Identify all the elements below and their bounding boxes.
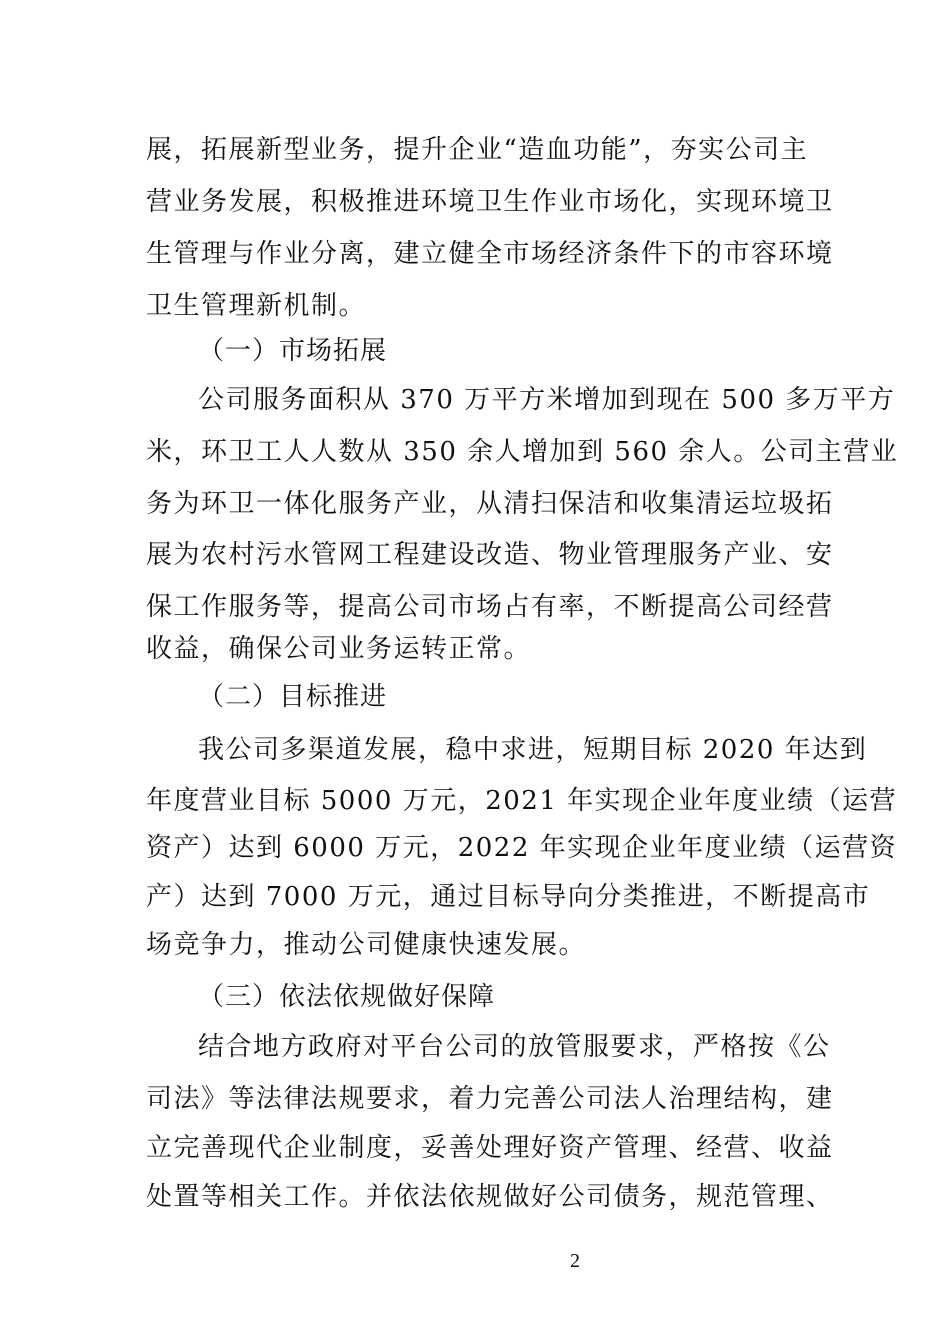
paragraph-first-line: 公司服务面积从 370 万平方米增加到现在 500 多万平方 — [198, 385, 896, 415]
body-text-line: 生管理与作业分离，建立健全市场经济条件下的市容环境 — [146, 239, 834, 269]
body-text-line: 保工作服务等，提高公司市场占有率，不断提高公司经营 — [146, 592, 834, 622]
body-text-line: 展为农村污水管网工程建设改造、物业管理服务产业、安 — [146, 540, 834, 570]
body-text-line: 米，环卫工人人数从 350 余人增加到 560 余人。公司主营业 — [146, 437, 899, 467]
body-text-line: 立完善现代企业制度，妥善处理好资产管理、经营、收益 — [146, 1133, 834, 1163]
body-text-line: 年度营业目标 5000 万元，2021 年实现企业年度业绩（运营 — [146, 786, 898, 816]
page-number: 2 — [570, 1250, 580, 1272]
section-heading-2: （二）目标推进 — [198, 682, 388, 712]
body-text-line: 司法》等法律法规要求，着力完善公司法人治理结构，建 — [146, 1084, 834, 1114]
body-text-line: 卫生管理新机制。 — [146, 291, 367, 321]
body-text-line: 营业务发展，积极推进环境卫生作业市场化，实现环境卫 — [146, 187, 834, 217]
body-text-line: 收益，确保公司业务运转正常。 — [146, 634, 532, 664]
body-text-line: 产）达到 7000 万元，通过目标导向分类推进，不断提高市 — [146, 882, 871, 912]
paragraph-first-line: 我公司多渠道发展，稳中求进，短期目标 2020 年达到 — [198, 735, 868, 765]
body-text-line: 场竞争力，推动公司健康快速发展。 — [146, 930, 587, 960]
body-text-line: 展，拓展新型业务，提升企业“造血功能”，夯实公司主 — [146, 135, 809, 165]
body-text-line: 资产）达到 6000 万元，2022 年实现企业年度业绩（运营资 — [146, 833, 898, 863]
section-heading-1: （一）市场拓展 — [198, 336, 388, 366]
paragraph-first-line: 结合地方政府对平台公司的放管服要求，严格按《公 — [198, 1032, 831, 1062]
body-text-line: 处置等相关工作。并依法依规做好公司债务，规范管理、 — [146, 1182, 834, 1212]
section-heading-3: （三）依法依规做好保障 — [198, 982, 496, 1012]
body-text-line: 务为环卫一体化服务产业，从清扫保洁和收集清运垃圾拓 — [146, 489, 834, 519]
